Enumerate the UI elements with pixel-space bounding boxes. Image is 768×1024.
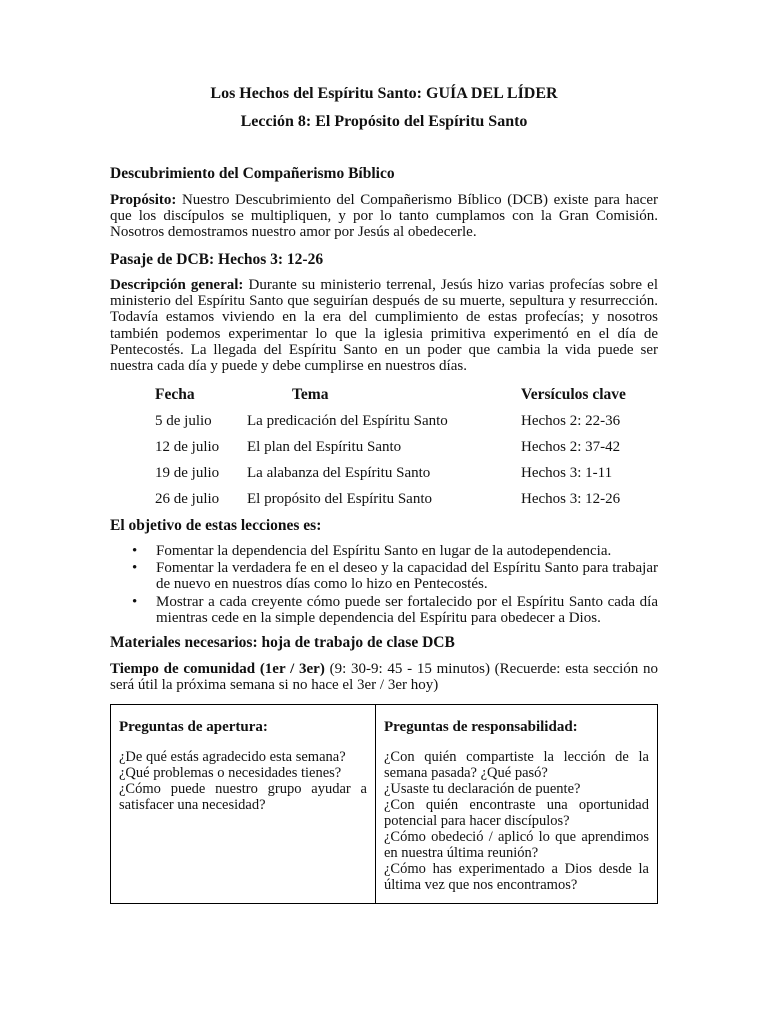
purpose-text: Nuestro Descubrimiento del Compañerismo Bíblico (DCB) existe para hacer que los discípulos se multipliquen, y por lo tanto cumplamos con la Gran Comisión. Nosotros demostramos nuestro amor por Jesús al obedecerle. (110, 192, 658, 241)
objective-heading: El objetivo de estas lecciones es: (110, 517, 322, 534)
purpose-paragraph (110, 192, 658, 241)
schedule-row (0, 439, 768, 459)
accountability-question: ¿Con quién encontraste una oportunidad potencial para hacer discípulos? (384, 797, 649, 829)
accountability-questions-heading: Preguntas de responsabilidad: (384, 719, 578, 735)
schedule-row (0, 491, 768, 511)
schedule-topic: El plan del Espíritu Santo (247, 439, 402, 455)
accountability-question: ¿Con quién compartiste la lección de la semana pasada? ¿Qué pasó? (384, 749, 649, 781)
accountability-question: ¿Cómo has experimentado a Dios desde la última vez que nos encontramos? (384, 861, 649, 893)
schedule-header-verses: Versículos clave (521, 386, 626, 403)
accountability-question: ¿Cómo obedeció / aplicó lo que aprendimos en nuestra última reunión? (384, 829, 649, 861)
community-time-label: Tiempo de comunidad (1er / 3er) (110, 661, 325, 677)
list-item: • Fomentar la verdadera fe en el deseo y la capacidad del Espíritu Santo para trabajar de nuevo en nuestros días como lo hizo en Pentecostés. (110, 560, 658, 592)
schedule-row (0, 465, 768, 485)
schedule-header-topic: Tema (292, 386, 329, 403)
schedule-row (0, 413, 768, 433)
overview-label: Descripción general: (110, 277, 244, 293)
opening-questions-cell (111, 705, 376, 903)
overview-text: Durante su ministerio terrenal, Jesús hizo varias profecías sobre el ministerio del Espíritu Santo que seguirían después de su muerte, sepultura y resurrección. Todavía estamos viviendo en la era del cumplimiento de estas profecías; y nosotros también podemos experimentar lo que la iglesia primitiva experimentó en el día de Pentecostés. La llegada del Espíritu Santo en un poder que cambia la vida puede ser nuestra cada día y puede y debe cumplirse en nuestros días. (110, 277, 658, 375)
accountability-questions-cell (376, 705, 657, 903)
schedule-topic: El propósito del Espíritu Santo (247, 491, 432, 507)
schedule-date: 5 de julio (155, 413, 212, 429)
schedule-header-date: Fecha (155, 386, 195, 403)
opening-question: ¿De qué estás agradecido esta semana? (119, 749, 346, 765)
materials-heading: Materiales necesarios: hoja de trabajo de clase DCB (110, 634, 455, 651)
lesson-subtitle: Lección 8: El Propósito del Espíritu Santo (240, 113, 528, 130)
opening-question: ¿Qué problemas o necesidades tienes? (119, 765, 342, 781)
section-heading: Descubrimiento del Compañerismo Bíblico (110, 165, 395, 182)
community-time-text: (9: 30-9: 45 - 15 minutos) (Recuerde: esta sección no será útil la próxima semana si no hace el 3er / 3er hoy) (110, 661, 659, 694)
schedule-date: 19 de julio (155, 465, 220, 481)
objectives-list (110, 543, 658, 627)
passage-heading: Pasaje de DCB: Hechos 3: 12-26 (110, 251, 324, 268)
opening-questions-heading: Preguntas de apertura: (119, 719, 268, 735)
schedule-header-row (0, 386, 768, 406)
opening-question: ¿Cómo puede nuestro grupo ayudar a satisfacer una necesidad? (119, 781, 367, 813)
schedule-verses: Hechos 2: 37-42 (521, 439, 621, 455)
list-item: • Mostrar a cada creyente cómo puede ser fortalecido por el Espíritu Santo cada día mientras cede en la simple dependencia del Espíritu para obedecer a Dios. (110, 594, 658, 626)
list-item: • Fomentar la dependencia del Espíritu Santo en lugar de la autodependencia. (110, 543, 658, 559)
overview-paragraph (110, 277, 658, 374)
accountability-question: ¿Usaste tu declaración de puente? (384, 781, 581, 797)
schedule-verses: Hechos 3: 12-26 (521, 491, 621, 507)
schedule-topic: La alabanza del Espíritu Santo (247, 465, 431, 481)
schedule-date: 26 de julio (155, 491, 220, 507)
schedule-verses: Hechos 3: 1-11 (521, 465, 613, 481)
community-time-paragraph (110, 661, 658, 693)
schedule-date: 12 de julio (155, 439, 220, 455)
purpose-label: Propósito: (110, 192, 177, 208)
document-title: Los Hechos del Espíritu Santo: GUÍA DEL LÍDER (210, 85, 558, 102)
schedule-topic: La predicación del Espíritu Santo (247, 413, 448, 429)
questions-table (110, 704, 658, 904)
schedule-verses: Hechos 2: 22-36 (521, 413, 621, 429)
